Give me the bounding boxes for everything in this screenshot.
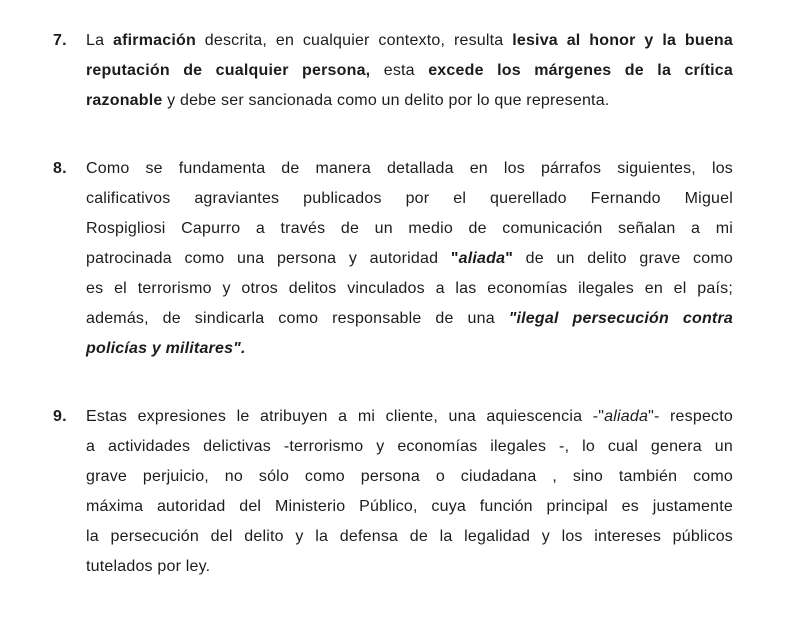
text-line — [86, 86, 733, 116]
body-text: La — [86, 32, 114, 49]
text-line — [86, 304, 733, 334]
body-text: es el terrorismo y otros delitos vinculados a las economías ilegales en el país; — [86, 280, 733, 297]
text-line — [86, 522, 733, 552]
body-text: máxima autoridad del Ministerio Público, cuya función principal es justamente — [86, 498, 733, 515]
emphasized-text: aliada — [458, 250, 506, 267]
paragraph-number: 7. — [53, 32, 67, 49]
paragraph — [53, 402, 733, 582]
text-line — [86, 274, 733, 304]
text-line — [86, 552, 733, 582]
text-line — [86, 214, 733, 244]
emphasized-text: reputación de cualquier persona, — [86, 62, 371, 79]
text-line — [86, 402, 733, 432]
emphasized-text: lesiva al honor y la buena — [512, 32, 733, 49]
emphasized-text: " — [450, 250, 459, 267]
body-text: esta — [370, 62, 429, 79]
paragraph-lines — [86, 26, 733, 116]
body-text: tutelados por ley. — [86, 558, 211, 575]
body-text: además, de sindicarla como responsable de una — [86, 310, 509, 327]
body-text: Rospigliosi Capurro a través de un medio de comunicación señalan a mi — [86, 220, 733, 237]
paragraph — [53, 26, 733, 116]
paragraph-lines — [86, 402, 733, 582]
paragraph-lines — [86, 154, 733, 364]
body-text: "- respecto — [648, 408, 733, 425]
body-text: Como se fundamenta de manera detallada en los párrafos siguientes, los — [86, 160, 733, 177]
paragraph-number: 9. — [53, 408, 67, 425]
body-text: Estas expresiones le atribuyen a mi cliente, una aquiescencia -" — [86, 408, 605, 425]
body-text: calificativos agraviantes publicados por el querellado Fernando Miguel — [86, 190, 733, 207]
emphasized-text: "ilegal persecución contra — [508, 310, 733, 327]
body-text: a actividades delictivas -terrorismo y economías ilegales -, lo cual genera un — [86, 438, 733, 455]
text-line — [86, 462, 733, 492]
body-text: patrocinada como una persona y autoridad — [86, 250, 451, 267]
emphasized-text: " — [505, 250, 513, 267]
paragraph-number: 8. — [53, 160, 67, 177]
body-text: de un delito grave como — [512, 250, 733, 267]
text-line — [86, 154, 733, 184]
body-text: descrita, en cualquier contexto, resulta — [195, 32, 513, 49]
body-text: la persecución del delito y la defensa de la legalidad y los intereses públicos — [86, 528, 733, 545]
text-line — [86, 334, 733, 364]
emphasized-text: aliada — [604, 408, 649, 425]
text-line — [86, 184, 733, 214]
text-line — [86, 244, 733, 274]
paragraph — [53, 154, 733, 364]
text-line — [86, 56, 733, 86]
text-line — [86, 492, 733, 522]
text-line — [86, 432, 733, 462]
emphasized-text: policías y militares". — [86, 340, 246, 357]
body-text: grave perjuicio, no sólo como persona o ciudadana , sino también como — [86, 468, 733, 485]
emphasized-text: razonable — [86, 92, 163, 109]
emphasized-text: excede los márgenes de la crítica — [428, 62, 733, 79]
body-text: y debe ser sancionada como un delito por lo que representa. — [162, 92, 610, 109]
text-line — [86, 26, 733, 56]
emphasized-text: afirmación — [113, 32, 196, 49]
